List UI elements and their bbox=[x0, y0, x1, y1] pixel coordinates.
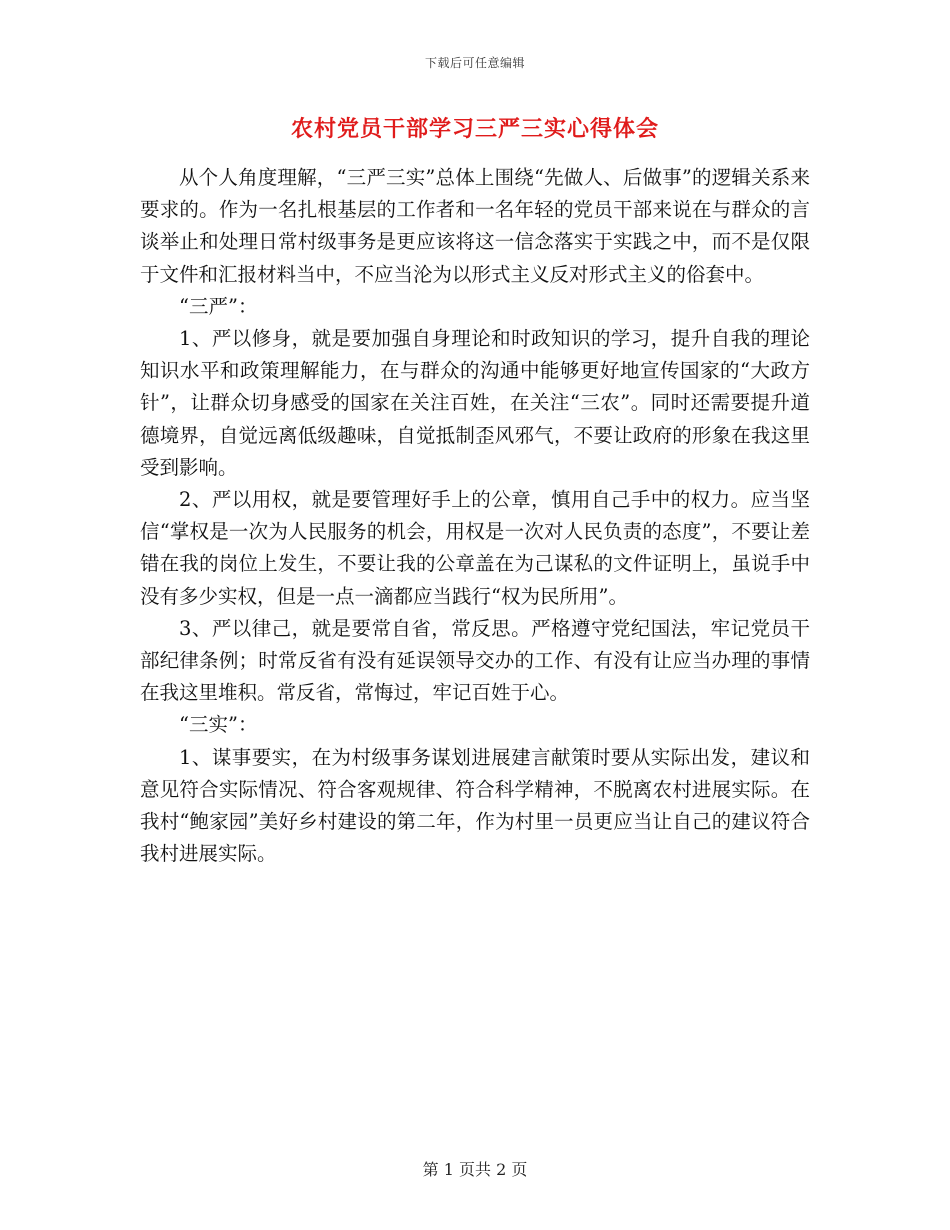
document-title: 农村党员干部学习三严三实心得体会 bbox=[290, 116, 659, 142]
document-body bbox=[140, 162, 810, 870]
section-heading-san-shi: “三实”： bbox=[179, 713, 258, 737]
page-header-note: 下载后可任意编辑 bbox=[424, 56, 525, 70]
paragraph-yan-yi-xiu-shen: 1、严以修身，就是要加强自身理论和时政知识的学习，提升自我的理论知识水平和政策理解能力，在与群众的沟通中能够更好地宣传国家的“大政方针”，让群众切身感受的国家在关注百姓，在关注“三农”。同时还需要提升道德境界，自觉远离低级趣味，自觉抵制歪风邪气，不要让政府的形象在我这里受到影响。 bbox=[140, 327, 810, 479]
paragraph-yan-yi-yong-quan: 2、严以用权，就是要管理好手上的公章，慎用自己手中的权力。应当坚信“掌权是一次为人民服务的机会，用权是一次对人民负责的态度”，不要让差错在我的岗位上发生，不要让我的公章盖在为己谋私的文件证明上，虽说手中没有多少实权，但是一点一滴都应当践行“权为民所用”。 bbox=[140, 488, 810, 608]
page-number: 第 1 页共 2 页 bbox=[422, 1160, 528, 1179]
paragraph-yan-yi-lv-ji: 3、严以律己，就是要常自省，常反思。严格遵守党纪国法，牢记党员干部纪律条例；时常反省有没有延误领导交办的工作、有没有让应当办理的事情在我这里堆积。常反省，常悔过，牢记百姓于心。 bbox=[140, 616, 810, 705]
paragraph-intro: 从个人角度理解，“三严三实”总体上围绕“先做人、后做事”的逻辑关系来要求的。作为一名扎根基层的工作者和一名年轻的党员干部来说在与群众的言谈举止和处理日常村级事务是更应该将这一信念落实于实践之中，而不是仅限于文件和汇报材料当中，不应当沦为以形式主义反对形式主义的俗套中。 bbox=[140, 166, 810, 286]
section-heading-san-yan: “三严”： bbox=[179, 294, 258, 318]
paragraph-mou-shi-yao-shi: 1、谋事要实，在为村级事务谋划进展建言献策时要从实际出发，建议和意见符合实际情况、符合客观规律、符合科学精神，不脱离农村进展实际。在我村“鲍家园”美好乡村建设的第二年，作为村里一员更应当让自己的建议符合我村进展实际。 bbox=[140, 745, 810, 866]
